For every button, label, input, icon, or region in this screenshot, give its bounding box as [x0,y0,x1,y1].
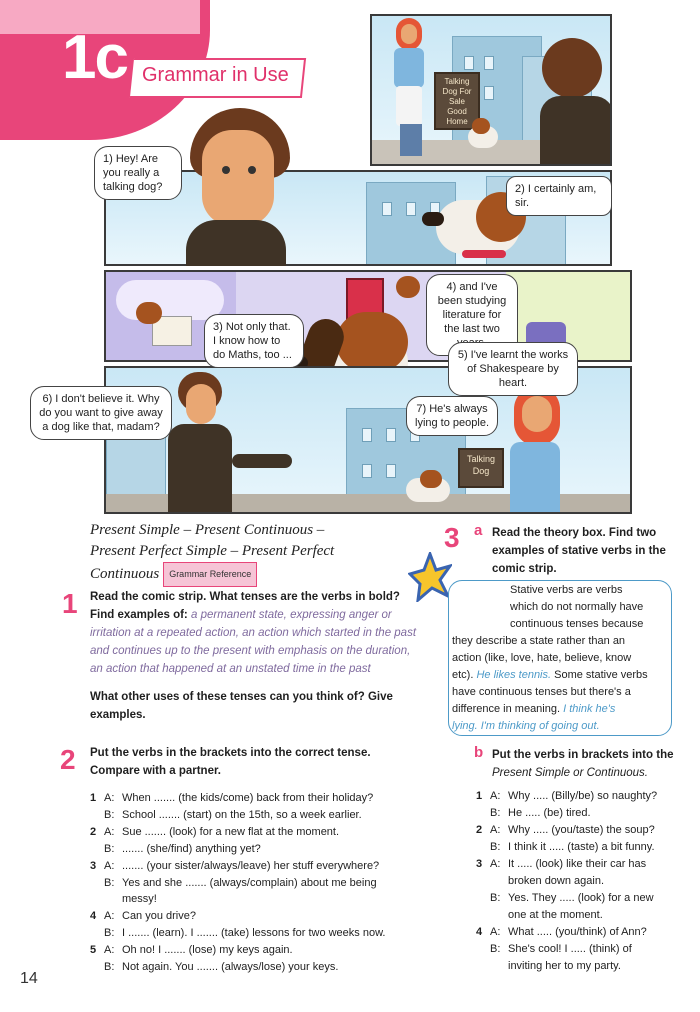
speech-bubble-5: 5) I've learnt the works of Shakespeare by heart. [448,342,578,396]
ex2-speaker: A: [104,826,115,838]
exercise-3b-items [476,788,686,974]
ex2-item-text: When ....... (the kids/come) back from their holiday? [122,792,374,804]
exercise-3-number: 3 [444,522,460,553]
ex2-item-text: Sue ....... (look) for a new flat at the moment. [122,826,340,838]
page-title: Grammar in Use [142,64,289,86]
exercise-2-number: 2 [60,744,76,775]
page-number: 14 [20,970,38,987]
ex3a-line2: examples of stative verbs in the [492,545,666,557]
ex2-speaker: A: [104,792,115,804]
ex3b-speaker: B: [490,943,501,955]
ex2-item-text: ....... (she/find) anything yet? [122,843,261,855]
ex2-item-num: 3 [90,860,97,872]
ex1-find-rest1: a permanent state, expressing anger or [190,609,392,621]
ex2-item-num: 5 [90,944,97,956]
ex2-speaker: A: [104,860,115,872]
ex2-line2: Compare with a partner. [90,765,222,777]
ex2-speaker: B: [104,961,115,973]
ex3b-speaker: A: [490,824,501,836]
ex3b-item-text: Yes. They ..... (look) for a new [508,892,654,904]
talking-dog-sign: Talking Dog For Sale Good Home [434,72,480,130]
ex3b-speaker: B: [490,892,501,904]
exercise-2-items [90,790,420,976]
theory-text [452,582,668,735]
ex2-item-num: 4 [90,910,97,922]
ex2-line1: Put the verbs in the brackets into the correct tense. [90,747,371,759]
ex3b-item-num: 2 [476,824,483,836]
ex1-find-rest4: an action that happened at an unstated time in the past [90,663,371,675]
ex3b-line2: Present Simple or Continuous. [492,767,648,779]
ex1-find-rest3: and continues up to the present with emphasis on the duration, [90,645,411,657]
ex3b-speaker: A: [490,926,501,938]
ex3b-speaker: B: [490,807,501,819]
grammar-reference-link[interactable]: Grammar Reference [163,562,257,587]
ex3b-item-text: She's cool! I ..... (think) of [508,943,632,955]
section-heading-line2: Present Perfect Simple – Present Perfect [90,543,335,559]
exercise-3b-instructions [492,746,682,782]
ex3a-line3: comic strip. [492,563,557,575]
exercise-2-instructions [90,744,420,780]
theory-l6c: Some stative verbs [554,669,648,681]
ex3b-item-text: Why ..... (Billy/be) so naughty? [508,790,658,802]
speech-bubble-1: 1) Hey! Are you really a talking dog? [94,146,182,200]
ex2-item-text: Oh no! I ....... (lose) my keys again. [122,944,293,956]
ex2-speaker: B: [104,809,115,821]
theory-l8a: difference in meaning. [452,703,561,715]
ex2-speaker: B: [104,927,115,939]
ex2-speaker: B: [104,877,115,889]
ex2-speaker: B: [104,843,115,855]
ex2-item-num: 1 [90,792,97,804]
exercise-3b-letter: b [474,744,484,761]
comic-panel-1 [370,14,612,166]
theory-example-1: He likes tennis. [476,669,552,681]
ex1-question-line1: What other uses of these tenses can you think of? Give [90,691,393,703]
ex2-item-text: School ....... (start) on the 15th, so a week earlier. [122,809,362,821]
ex3b-item-text: one at the moment. [508,909,603,921]
talking-dog-sign-2: Talking Dog [458,448,504,488]
section-heading-line3: Continuous [90,565,160,582]
theory-l7: have continuous tenses but there's a [452,686,631,698]
ex2-item-num: 2 [90,826,97,838]
ex1-find-label: Find examples of: [90,609,188,621]
section-heading-line1: Present Simple – Present Continuous – [90,522,325,538]
ex2-item-text: Not again. You ....... (always/lose) your keys. [122,961,339,973]
ex1-question-line2: examples. [90,709,146,721]
theory-example-3: lying. I'm thinking of going out. [452,720,600,732]
speech-bubble-3: 3) Not only that. I know how to do Maths, too ... [204,314,304,368]
ex3b-item-text: What ..... (you/think) of Ann? [508,926,647,938]
ex3b-item-text: He ..... (be) tired. [508,807,591,819]
speech-bubble-7: 7) He's always lying to people. [406,396,498,436]
theory-l6a: etc). [452,669,474,681]
ex3b-item-text: Why ..... (you/taste) the soup? [508,824,655,836]
ex3b-speaker: A: [490,790,501,802]
ex2-item-text: ....... (your sister/always/leave) her stuff everywhere? [122,860,380,872]
ex2-item-text: Can you drive? [122,910,196,922]
ex3b-item-text: inviting her to my party. [508,960,621,972]
exercise-1-number: 1 [62,588,78,619]
theory-example-2: I think he's [563,703,616,715]
exercise-1-instructions [90,588,420,724]
exercise-3a-instructions [492,524,682,578]
ex2-speaker: A: [104,910,115,922]
star-burst-icon [408,552,452,602]
speech-bubble-6: 6) I don't believe it. Why do you want to give away a dog like that, madam? [30,386,172,440]
ex3b-line1: Put the verbs in brackets into the [492,749,674,761]
theory-l4: they describe a state rather than an [452,635,626,647]
speech-bubble-4: 4) and I've been studying literature for the last two [426,274,518,356]
ex1-line1: Read the comic strip. What tenses are the verbs in bold? [90,591,400,603]
ex3b-item-num: 3 [476,858,483,870]
theory-l1: Stative verbs are verbs [510,584,623,596]
ex1-find-rest2: irritation at a repeated action, an action which started in the past [90,627,417,639]
ex3b-item-text: I think it ..... (taste) a bit funny. [508,841,655,853]
ex3b-speaker: A: [490,858,501,870]
ex3b-speaker: B: [490,841,501,853]
unit-number: 1c [62,23,127,92]
ex3b-item-text: It ..... (look) like their car has [508,858,647,870]
theory-l2: which do not normally have [510,601,644,613]
ex2-item-text: Yes and she ....... (always/complain) about me being [122,877,377,889]
ex3b-item-num: 1 [476,790,483,802]
theory-l5: action (like, love, hate, believe, know [452,652,632,664]
ex3b-item-num: 4 [476,926,483,938]
exercise-3a-letter: a [474,522,483,539]
ex2-speaker: A: [104,944,115,956]
theory-l3: continuous tenses because [510,618,644,630]
ex2-item-text: messy! [122,893,157,905]
section-heading [90,520,390,587]
ex2-item-text: I ....... (learn). I ....... (take) lessons for two weeks now. [122,927,386,939]
ex3b-item-text: broken down again. [508,875,605,887]
speech-bubble-2: 2) I certainly am, sir. [506,176,612,216]
ex3a-line1: Read the theory box. Find two [492,527,657,539]
